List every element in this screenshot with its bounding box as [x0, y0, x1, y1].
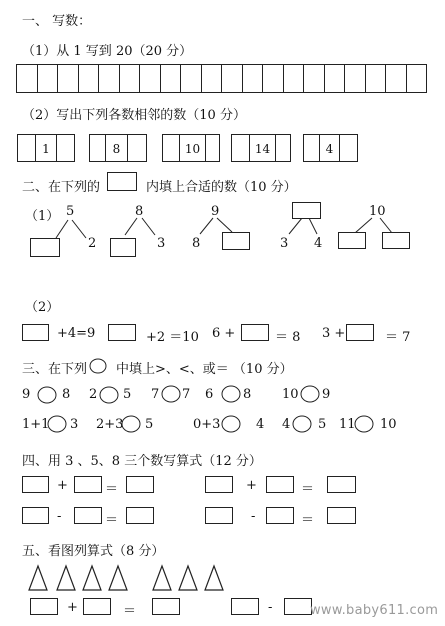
cmp4-a: 6 — [205, 387, 214, 402]
s4-plus: + — [57, 478, 68, 493]
s5-box[interactable] — [231, 598, 259, 615]
section-2-q1-label: （1） — [25, 209, 60, 224]
section-2-q2-label: （2） — [25, 300, 60, 315]
given-number: 14 — [254, 142, 271, 156]
tree-5-top: 10 — [369, 204, 386, 219]
section-3-title-start: 三、在下列 — [22, 362, 88, 377]
triangle-icon — [57, 566, 75, 590]
tree-4-left: 3 — [280, 236, 289, 251]
s4-eq: ＝ — [105, 513, 119, 528]
s4-eq: ＝ — [301, 482, 315, 497]
section-1-title: 一、 写数： — [22, 14, 92, 29]
cmp6-a: 1+1 — [22, 417, 50, 432]
cmp2-a: 2 — [89, 387, 98, 402]
section-1-q1: （1）从 1 写到 20（20 分） — [22, 44, 193, 59]
tree-1-right: 2 — [88, 236, 97, 251]
cmp5-a: 10 — [282, 387, 299, 402]
given-number: 8 — [112, 142, 121, 156]
cmp9-b: 5 — [318, 417, 327, 432]
eq1-text: +4=9 — [57, 326, 96, 341]
section-2-title-end: 内填上合适的数（10 分） — [146, 180, 297, 195]
s4-plus: + — [246, 478, 257, 493]
s5-box[interactable] — [83, 598, 111, 615]
eq3-tail: ＝ 8 — [275, 330, 301, 345]
given-number: 1 — [42, 142, 50, 156]
s5-box[interactable] — [30, 598, 58, 615]
tree-1-top: 5 — [66, 204, 75, 219]
triangle-icon — [205, 566, 223, 590]
s5-plus: + — [67, 600, 78, 615]
section-4-title: 四、用 3 、5、8 三个数写算式（12 分） — [22, 454, 262, 469]
s4-minus: - — [57, 509, 62, 524]
eq3-head: 6 + — [212, 326, 236, 341]
section-1-q2: （2）写出下列各数相邻的数（10 分） — [22, 108, 246, 123]
cmp6-b: 3 — [70, 417, 79, 432]
triangle-icon — [179, 566, 197, 590]
tree-2-top: 8 — [135, 204, 144, 219]
tree-3-top: 9 — [211, 204, 220, 219]
tree-2-right: 3 — [157, 236, 166, 251]
section-2-title-start: 二、在下列的 — [22, 180, 101, 195]
eq2-text: +2 ＝10 — [146, 330, 199, 345]
eq4-tail: ＝ 7 — [385, 330, 411, 345]
section-3-title-end: 中填上>、<、或＝ （10 分） — [116, 362, 293, 377]
cmp7-b: 5 — [145, 417, 154, 432]
given-number: 4 — [325, 142, 334, 156]
cmp5-b: 9 — [322, 387, 331, 402]
cmp1-a: 9 — [22, 387, 31, 402]
tree-4-right: 4 — [314, 236, 323, 251]
s4-eq: ＝ — [105, 482, 119, 497]
section-5-title: 五、看图列算式（8 分） — [22, 544, 165, 559]
triangle-icon — [153, 566, 171, 590]
s5-minus: - — [268, 600, 273, 615]
cmp9-a: 4 — [282, 417, 291, 432]
s5-box[interactable] — [284, 598, 312, 615]
cmp8-b: 4 — [256, 417, 265, 432]
cmp7-a: 2+3 — [96, 417, 124, 432]
cmp10-b: 10 — [380, 417, 397, 432]
eq4-head: 3 + — [322, 326, 346, 341]
cmp4-b: 8 — [243, 387, 252, 402]
cmp3-a: 7 — [151, 387, 160, 402]
triangle-icon — [29, 566, 47, 590]
s4-eq: ＝ — [301, 513, 315, 528]
watermark: www.baby611.com — [310, 603, 439, 618]
given-number: 10 — [184, 142, 201, 156]
s5-eq: ＝ — [123, 604, 137, 619]
tree-3-left: 8 — [192, 236, 201, 251]
cmp1-b: 8 — [62, 387, 71, 402]
triangle-icon — [83, 566, 101, 590]
cmp2-b: 5 — [123, 387, 132, 402]
s4-minus: - — [251, 509, 256, 524]
s5-box[interactable] — [152, 598, 180, 615]
triangle-icon — [109, 566, 127, 590]
cmp8-a: 0+3 — [193, 417, 221, 432]
cmp3-b: 7 — [182, 387, 191, 402]
cmp10-a: 11 — [339, 417, 356, 432]
